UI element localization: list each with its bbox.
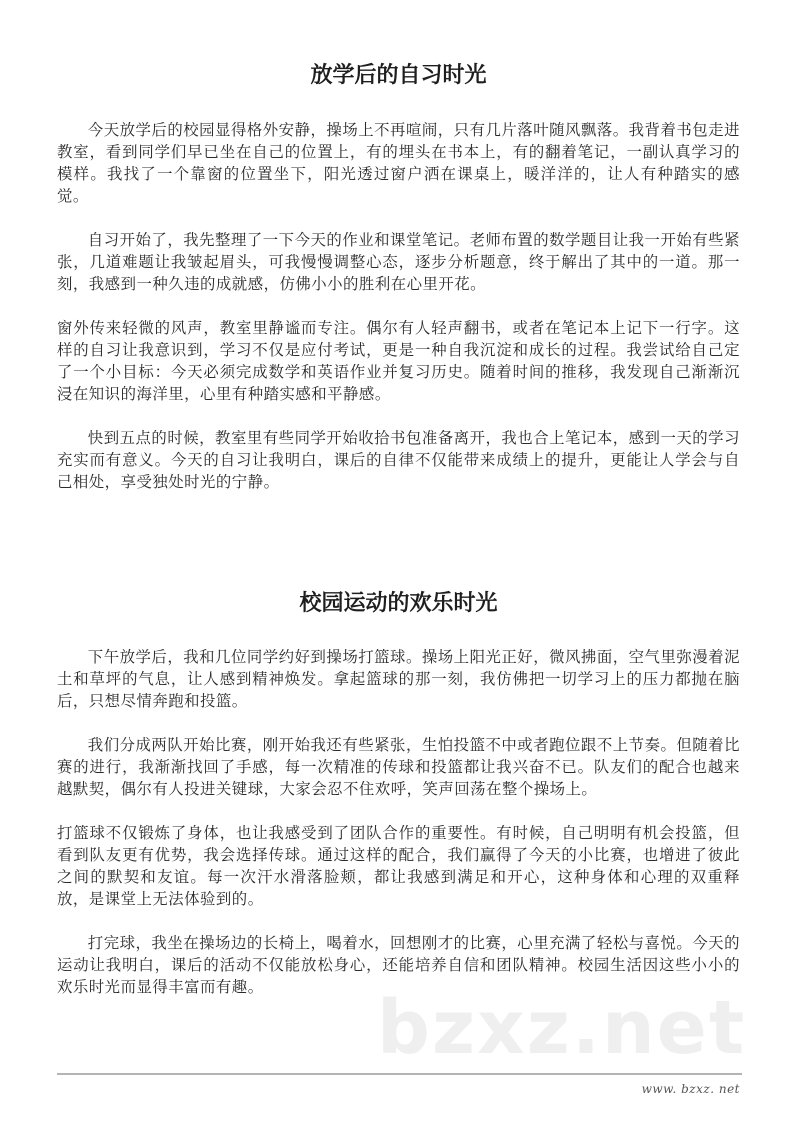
footer-divider xyxy=(57,1073,742,1075)
footer-url: www. bzxz. net xyxy=(641,1082,740,1096)
paragraph-self-study-3: 窗外传来轻微的风声，教室里静谧而专注。偶尔有人轻声翻书，或者在笔记本上记下一行字。这样的自习让我意识到，学习不仅是应付考试，更是一种自我沉淀和成长的过程。我尝试给自己定了一个小目标：今天必须完成数学和英语作业并复习历史。随着时间的推移，我发现自己渐渐沉浸在知识的海洋里，心里有种踏实感和平静感。 xyxy=(57,319,740,403)
paragraph-sports-1: 下午放学后，我和几位同学约好到操场打篮球。操场上阳光正好，微风拂面，空气里弥漫着泥土和草坪的气息，让人感到精神焕发。拿起篮球的那一刻，我仿佛把一切学习上的压力都抛在脑后，只想尽情奔跑和投篮。 xyxy=(57,648,740,710)
watermark: bzxz.net xyxy=(377,985,747,1071)
section-title-sports: 校园运动的欢乐时光 xyxy=(299,591,498,616)
paragraph-self-study-1: 今天放学后的校园显得格外安静，操场上不再喧闹，只有几片落叶随风飘落。我背着书包走进教室，看到同学们早已坐在自己的位置上，有的埋头在书本上，有的翻着笔记，一副认真学习的模样。我找了一个靠窗的位置坐下，阳光透过窗户洒在课桌上，暖洋洋的，让人有种踏实的感觉。 xyxy=(57,121,740,205)
paragraph-sports-2: 我们分成两队开始比赛，刚开始我还有些紧张，生怕投篮不中或者跑位跟不上节奏。但随着比赛的进行，我渐渐找回了手感，每一次精准的传球和投篮都让我兴奋不已。队友们的配合也越来越默契，偶尔有人投进关键球，大家会忍不住欢呼，笑声回荡在整个操场上。 xyxy=(57,736,740,798)
paragraph-self-study-4: 快到五点的时候，教室里有些同学开始收拾书包准备离开，我也合上笔记本，感到一天的学习充实而有意义。今天的自习让我明白，课后的自律不仅能带来成绩上的提升，更能让人学会与自己相处，享受独处时光的宁静。 xyxy=(57,429,740,491)
paragraph-self-study-2: 自习开始了，我先整理了一下今天的作业和课堂笔记。老师布置的数学题目让我一开始有些紧张，几道难题让我皱起眉头，可我慢慢调整心态，逐步分析题意，终于解出了其中的一道。那一刻，我感到一种久违的成就感，仿佛小小的胜利在心里开花。 xyxy=(57,231,740,293)
paragraph-sports-3: 打篮球不仅锻炼了身体，也让我感受到了团队合作的重要性。有时候，自己明明有机会投篮，但看到队友更有优势，我会选择传球。通过这样的配合，我们赢得了今天的小比赛，也增进了彼此之间的默契和友谊。每一次汗水滑落脸颊，都让我感到满足和开心，这种身体和心理的双重释放，是课堂上无法体验到的。 xyxy=(57,824,740,908)
paragraph-sports-4: 打完球，我坐在操场边的长椅上，喝着水，回想刚才的比赛，心里充满了轻松与喜悦。今天的运动让我明白，课后的活动不仅能放松身心，还能培养自信和团队精神。校园生活因这些小小的欢乐时光而显得丰富而有趣。 xyxy=(57,934,740,996)
section-title-self-study: 放学后的自习时光 xyxy=(310,63,487,88)
